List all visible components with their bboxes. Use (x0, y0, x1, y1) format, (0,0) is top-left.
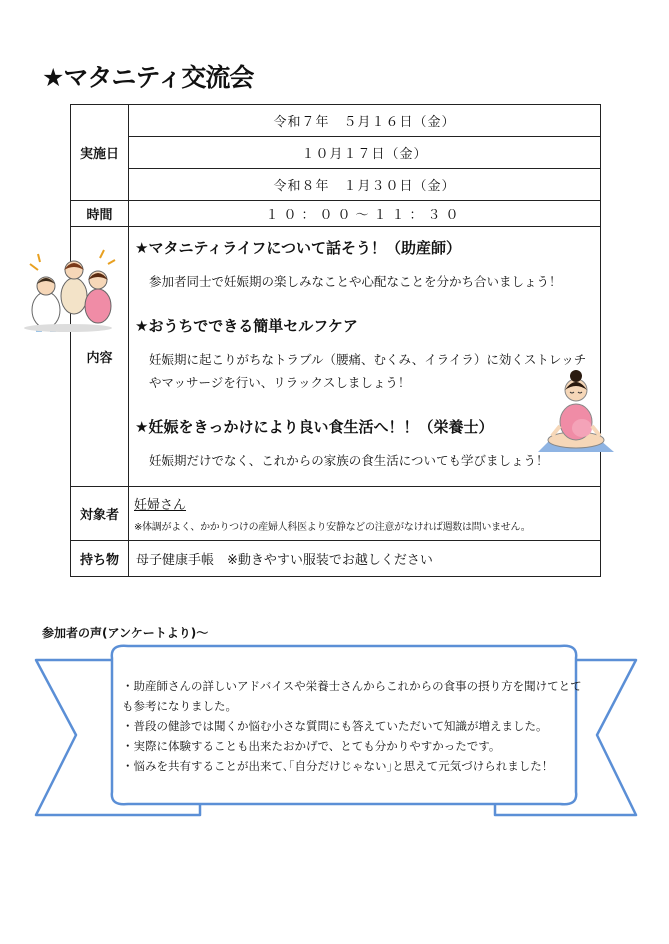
date-3: 令和８年 １月３０日（金） (129, 169, 601, 201)
voice-item: ・悩みを共有することが出来て､｢自分だけじゃない｣と思えて元気づけられました！ (122, 759, 554, 773)
date-1: 令和７年 ５月１６日（金） (129, 105, 601, 137)
content-label: 内容 (71, 227, 129, 487)
voice-item: ・実際に体験することも出来たおかげで、とても分かりやすかったです。 (122, 739, 501, 753)
time-value: １０：００～１１：３０ (129, 201, 601, 227)
voice-item: ・助産師さんの詳しいアドバイスや栄養士さんからこれからの食事の摂り方を聞けてとても参考になりました。 (122, 679, 582, 713)
target-value: 妊婦さん (134, 498, 187, 513)
target-label: 対象者 (71, 487, 129, 541)
section-body: 妊娠期だけでなく、これからの家族の食生活についても学びましょう！ (149, 453, 549, 468)
time-label: 時間 (71, 201, 129, 227)
page-title: ★マタニティ交流会 (42, 63, 254, 92)
voice-item: ・普段の健診では聞くか悩む小さな質問にも答えていただいて知識が増えました。 (122, 719, 548, 733)
dates-label: 実施日 (71, 105, 129, 201)
bring-label: 持ち物 (71, 541, 129, 577)
section-body: 妊娠期に起こりがちなトラブル（腰痛、むくみ、イライラ）に効くストレッチやマッサージを行い、リラックスしましょう！ (149, 352, 587, 390)
date-2: １０月１７日（金） (129, 137, 601, 169)
target-note: ※体調がよく、かかりつけの産婦人科医より安静などの注意がなければ週数は問いません。 (134, 522, 531, 533)
section-heading: ★マタニティライフについて話そう！（助産師） (135, 239, 462, 257)
section-heading: ★おうちでできる簡単セルフケア (135, 317, 358, 335)
section-heading: ★妊娠をきっかけにより良い食生活へ！！（栄養士） (135, 418, 494, 436)
voices-heading: 参加者の声(アンケートより)～ (42, 626, 209, 640)
voices-list (122, 676, 582, 776)
bring-value: 母子健康手帳 ※動きやすい服装でお越しください (129, 541, 601, 577)
section-body: 参加者同士で妊娠期の楽しみなことや心配なことを分かち合いましょう！ (149, 274, 562, 289)
